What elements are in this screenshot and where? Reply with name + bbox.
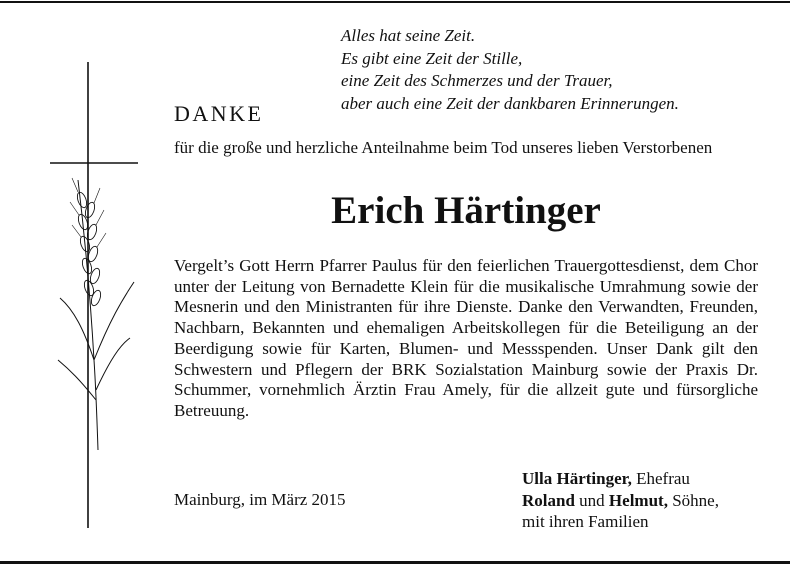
signer-name: Ulla Härtinger, — [522, 469, 632, 488]
quote-line: Es gibt eine Zeit der Stille, — [341, 48, 523, 68]
signer-relation: Söhne, — [672, 490, 719, 510]
heading-danke: DANKE — [174, 101, 264, 126]
signer-name: Roland — [522, 490, 575, 510]
signer-name: Helmut, — [608, 490, 668, 510]
quote-line: eine Zeit des Schmerzes und der Trauer, — [341, 71, 613, 90]
quote-line: aber auch eine Zeit der dankbaren Erinnerungen. — [341, 93, 679, 113]
top-border — [0, 1, 790, 3]
bottom-border — [0, 561, 790, 564]
intro-text: für die große und herzliche Anteilnahme beim Tod unseres lieben Verstorbenen — [174, 138, 713, 157]
cross-with-wheat-icon — [50, 60, 150, 530]
signer-line: mit ihren Familien — [522, 512, 649, 531]
place-date: Mainburg, im März 2015 — [174, 490, 346, 509]
thanks-body: Vergelt’s Gott Herrn Pfarrer Paulus für den feierlichen Trauergottesdienst, dem Chor unter der Leitung von Bernadette Klein für die musikalische Umrahmung sowie der Mesnerin und den Ministranten für ihre Dienste. Danke den Verwandten, Freunden, Nachbarn, Bekannten und ehemaligen Arbeitskollegen für die Beteiligung an der Beerdigung sowie für Karten, Blumen- und Messspenden. Unser Dank gilt den Schwestern und Pflegern der BRK Sozialstation Mainburg sowie der Praxis Dr. Schummer, vornehmlich Ärztin Frau Amely, für die allzeit gute und fürsorgliche Betreuung. — [174, 256, 758, 420]
signers-block — [522, 468, 719, 533]
quote-line: Alles hat seine Zeit. — [341, 26, 476, 45]
signer-line — [522, 490, 719, 512]
deceased-name: Erich Härtinger — [331, 189, 601, 232]
signer-line — [522, 468, 719, 490]
signer-conjunction: und — [579, 490, 605, 510]
quote-block — [341, 25, 771, 115]
signer-relation: Ehefrau — [636, 469, 690, 488]
